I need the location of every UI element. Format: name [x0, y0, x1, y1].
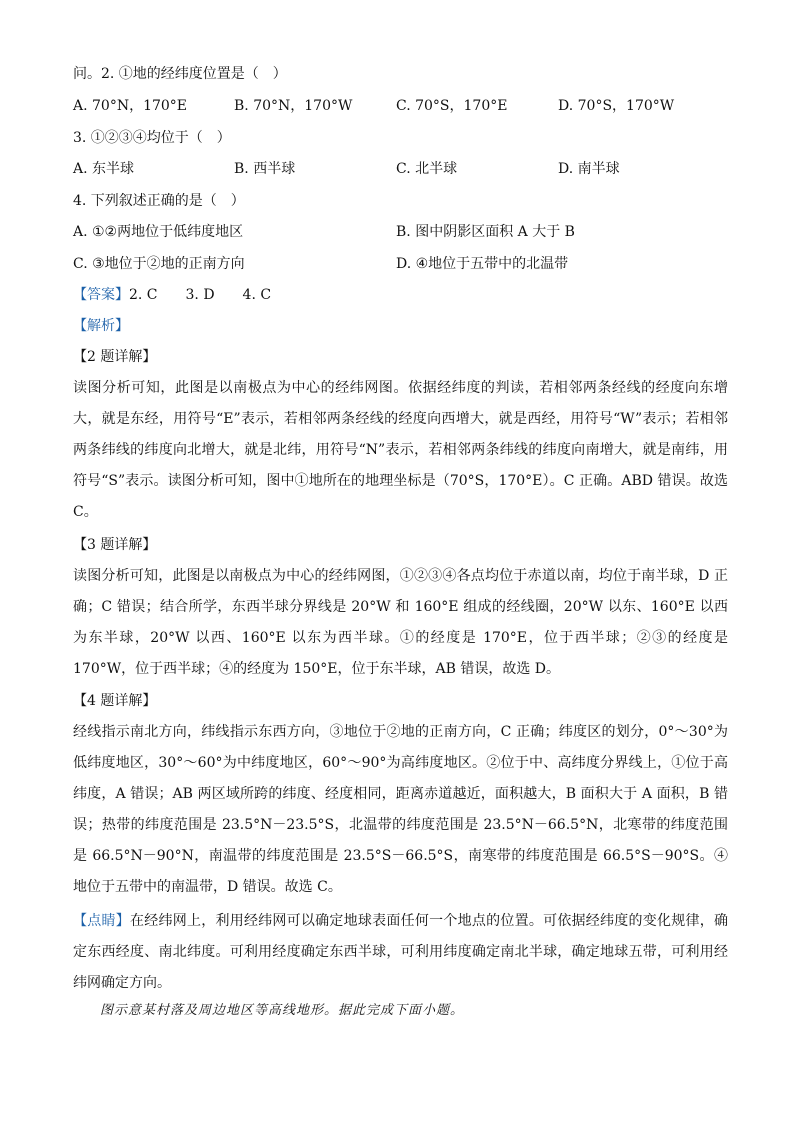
option-a: A. ①②两地位于低纬度地区 [73, 224, 244, 240]
question-3-options [73, 159, 733, 179]
option-a: A. 70°N，170°E [73, 98, 188, 114]
answer-label: 【答案】 [73, 287, 129, 303]
option-d: D. 南半球 [558, 161, 620, 177]
question-3-stem: 3. ①②③④均位于（ ） [73, 130, 231, 146]
detail-3-label: 【3 题详解】 [73, 537, 157, 553]
option-b: B. 图中阴影区面积 A 大于 B [396, 224, 575, 240]
option-c: C. 北半球 [396, 161, 458, 177]
option-b: B. 70°N，170°W [234, 98, 353, 114]
comment-label: 【点睛】 [73, 913, 130, 929]
question-2-stem: 问。2. ①地的经纬度位置是（ ） [73, 66, 287, 82]
next-question-intro: 图示意某村落及周边地区等高线地形。据此完成下面小题。 [100, 1003, 465, 1018]
question-4-stem: 4. 下列叙述正确的是（ ） [73, 193, 245, 209]
option-b: B. 西半球 [234, 161, 296, 177]
question-4-options-row-1 [73, 222, 733, 242]
answer-text: 2. C 3. D 4. C [129, 287, 272, 303]
detail-4-label: 【4 题详解】 [73, 693, 157, 709]
detail-4-text: 经线指示南北方向，纬线指示东西方向，③地位于②地的正南方向，C 正确；纬度区的划分，0°～30°为低纬度地区，30°～60°为中纬度地区，60°～90°为高纬度地区。②位于中、高纬度分界线上，①位于高纬度，A 错误；AB 两区域所跨的纬度、经度相同，距离赤道越近，面积越大，B 面积大于 A 面积，B 错误；热带的纬度范围是 23.5°N－23.5°S，北温带的纬度范围是 23.5°N－66.5°N，北寒带的纬度范围是 66.5°N－90°N，南温带的纬度范围是 23.5°S－66.5°S，南寒带的纬度范围是 66.5°S－90°S。④地位于五带中的南温带，D 错误。故选 C。 [73, 724, 728, 895]
answer-line [73, 285, 271, 305]
detail-2-text: 读图分析可知，此图是以南极点为中心的经纬网图。依据经纬度的判读，若相邻两条经线的经度向东增大，就是东经，用符号“E”表示，若相邻两条经线的经度向西增大，就是西经，用符号“W”表示；若相邻两条纬线的纬度向北增大，就是北纬，用符号“N”表示，若相邻两条纬线的纬度向南增大，就是南纬，用符号“S”表示。读图分析可知，图中①地所在的地理坐标是（70°S，170°E）。C 正确。ABD 错误。故选 C。 [73, 380, 728, 520]
option-c: C. ③地位于②地的正南方向 [73, 256, 245, 272]
option-d: D. ④地位于五带中的北温带 [396, 256, 569, 272]
question-4-options-row-2 [73, 254, 733, 274]
comment-text: 在经纬网上，利用经纬网可以确定地球表面任何一个地点的位置。可依据经纬度的变化规律，确定东西经度、南北纬度。可利用经度确定东西半球，可利用纬度确定南北半球，确定地球五带，可利用经纬网确定方向。 [73, 913, 729, 991]
option-d: D. 70°S，170°W [558, 98, 675, 114]
analysis-label: 【解析】 [73, 318, 129, 334]
detail-2-label: 【2 题详解】 [73, 349, 157, 365]
option-c: C. 70°S，170°E [396, 98, 508, 114]
option-a: A. 东半球 [73, 161, 135, 177]
comment-paragraph [73, 906, 728, 999]
question-2-options [73, 96, 733, 116]
detail-3-text: 读图分析可知，此图是以南极点为中心的经纬网图，①②③④各点均位于赤道以南，均位于南半球，D 正确；C 错误；结合所学，东西半球分界线是 20°W 和 160°E 组成的经线圈，20°W 以东、160°E 以西为东半球，20°W 以西、160°E 以东为西半球。①的经度是 170°E，位于西半球；②③的经度是 170°W，位于西半球；④的经度为 150°E，位于东半球，AB 错误，故选 D。 [73, 568, 728, 677]
